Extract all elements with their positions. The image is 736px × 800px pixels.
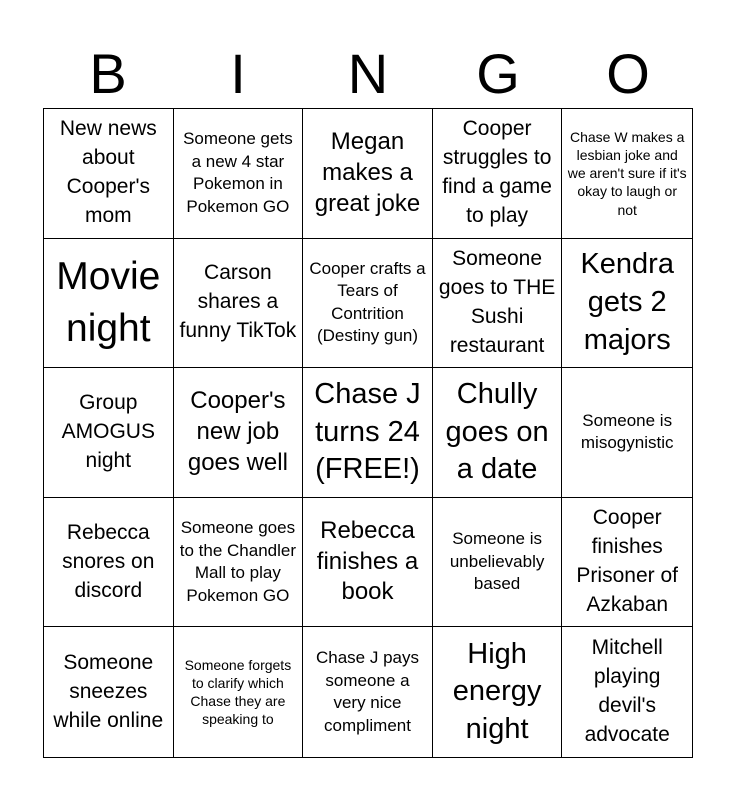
bingo-cell-r2c1[interactable]	[44, 239, 174, 369]
cell-text: Chase J turns 24 (FREE!)	[314, 377, 421, 486]
cell-text: New news about Cooper's mom	[59, 117, 157, 228]
bingo-cell-r1c2[interactable]	[174, 109, 304, 239]
bingo-cell-r1c5[interactable]	[562, 109, 692, 239]
cell-text: Someone forgets to clarify which Chase they are speaking to	[184, 656, 292, 728]
bingo-cell-r3c2[interactable]	[174, 368, 304, 498]
bingo-cell-r1c3[interactable]	[303, 109, 433, 239]
bingo-cell-r5c1[interactable]	[44, 627, 174, 757]
bingo-cell-r4c5[interactable]	[562, 498, 692, 628]
cell-text: Rebecca finishes a book	[316, 517, 419, 606]
bingo-cell-r3c1[interactable]	[44, 368, 174, 498]
bingo-cell-r2c4[interactable]	[433, 239, 563, 369]
bingo-cell-r4c4[interactable]	[433, 498, 563, 628]
header-letter-i: I	[230, 42, 246, 105]
cell-text: Cooper finishes Prisoner of Azkaban	[576, 506, 678, 617]
cell-text: Someone goes to the Chandler Mall to play Pokemon GO	[179, 518, 297, 605]
bingo-cell-r1c1[interactable]	[44, 109, 174, 239]
cell-text: Cooper crafts a Tears of Contrition (Destiny gun)	[309, 259, 426, 346]
cell-text: Kendra gets 2 majors	[580, 248, 674, 356]
bingo-cell-r5c3[interactable]	[303, 627, 433, 757]
bingo-cell-r3c5[interactable]	[562, 368, 692, 498]
bingo-cell-r5c5[interactable]	[562, 627, 692, 757]
header-letter-n: N	[347, 42, 389, 105]
cell-text: Cooper's new job goes well	[187, 387, 288, 476]
cell-text: Someone sneezes while online	[53, 650, 164, 732]
cell-text: Rebecca snores on discord	[62, 520, 155, 602]
bingo-cell-r4c3[interactable]	[303, 498, 433, 628]
cell-text: Cooper struggles to find a game to play	[442, 117, 552, 228]
cell-text: Group AMOGUS night	[61, 391, 155, 472]
cell-text: Megan makes a great joke	[314, 128, 421, 217]
cell-text: Chully goes on a date	[445, 377, 549, 486]
bingo-header	[43, 40, 693, 108]
cell-text: Someone gets a new 4 star Pokemon in Pokemon GO	[183, 129, 293, 216]
bingo-cell-r3c4[interactable]	[433, 368, 563, 498]
header-letter-b: B	[89, 42, 127, 105]
bingo-cell-r4c1[interactable]	[44, 498, 174, 628]
bingo-cell-r2c2[interactable]	[174, 239, 304, 369]
bingo-cell-r1c4[interactable]	[433, 109, 563, 239]
cell-text: Carson shares a funny TikTok	[179, 261, 297, 343]
cell-text: High energy night	[452, 637, 542, 746]
bingo-card	[43, 108, 693, 758]
cell-text: Someone goes to THE Sushi restaurant	[438, 246, 556, 357]
bingo-cell-r5c2[interactable]	[174, 627, 304, 757]
cell-text: Someone is unbelievably based	[449, 529, 545, 594]
bingo-cell-r5c4[interactable]	[433, 627, 563, 757]
cell-text: Chase J pays someone a very nice compliment	[315, 648, 419, 735]
cell-text: Someone is misogynistic	[580, 411, 674, 453]
bingo-cell-r2c3[interactable]	[303, 239, 433, 369]
bingo-cell-r3c3[interactable]	[303, 368, 433, 498]
cell-text: Chase W makes a lesbian joke and we aren't sure if it's okay to laugh or not	[567, 128, 687, 218]
bingo-cell-r2c5[interactable]	[562, 239, 692, 369]
cell-text: Mitchell playing devil's advocate	[584, 636, 670, 747]
cell-text: Movie night	[56, 255, 161, 350]
header-letter-o: O	[606, 42, 650, 105]
bingo-cell-r4c2[interactable]	[174, 498, 304, 628]
header-letter-g: G	[476, 42, 520, 105]
